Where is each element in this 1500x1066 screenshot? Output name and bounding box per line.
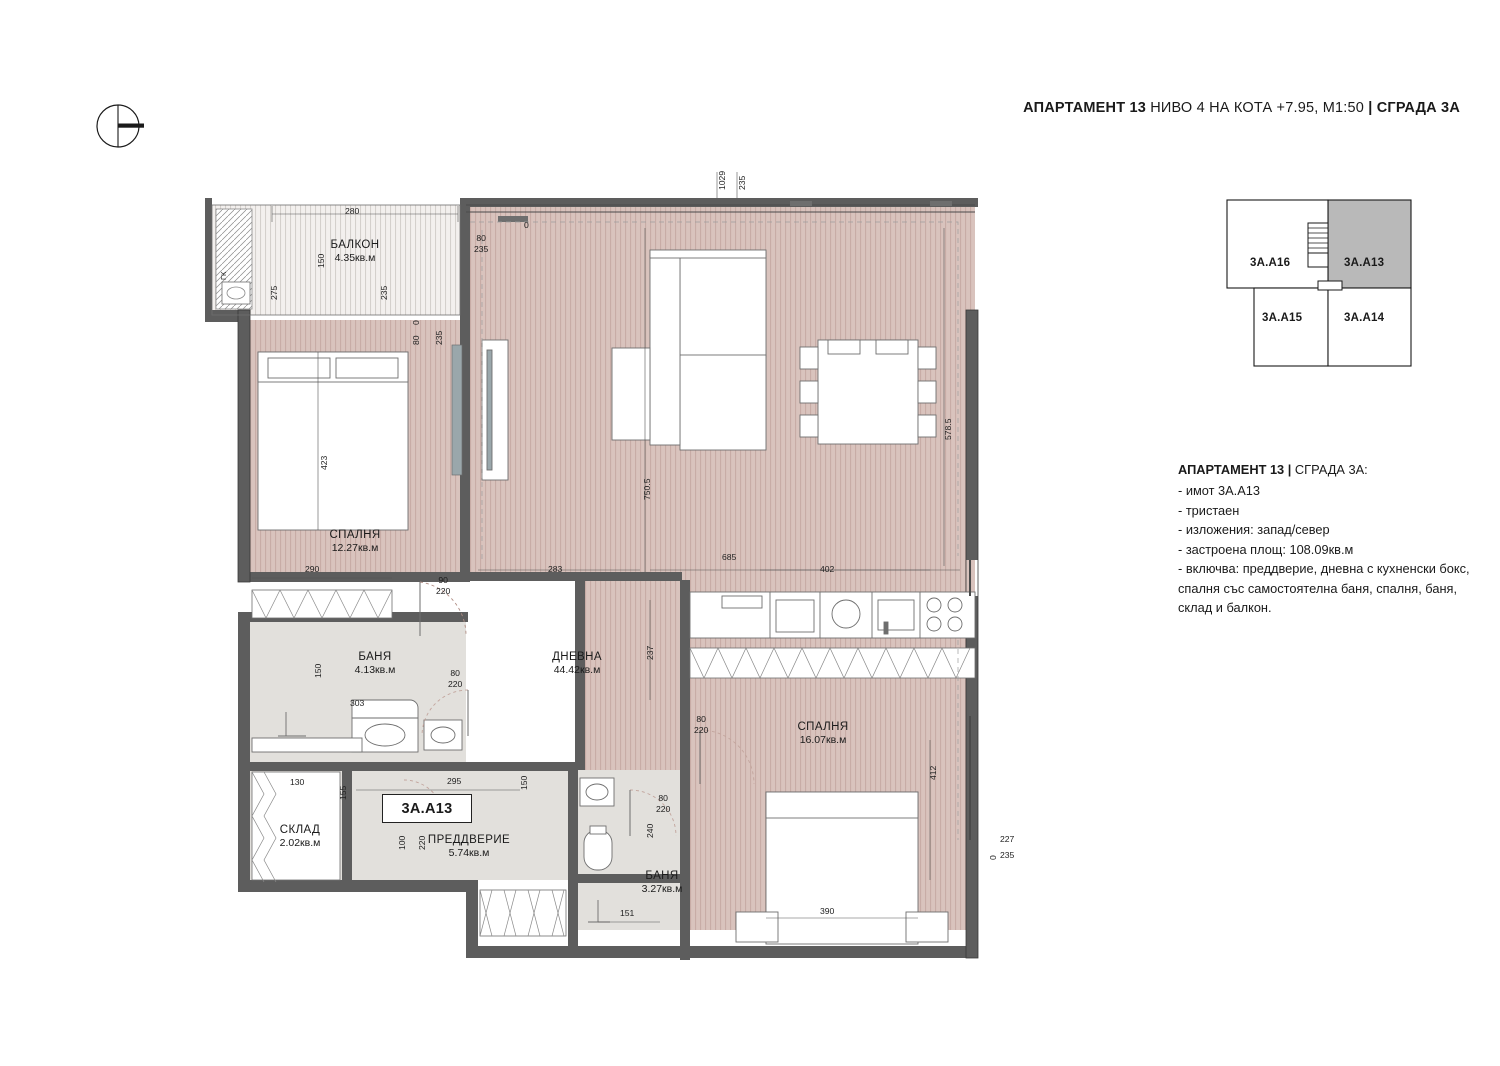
room-bathroom-2 [607,869,717,897]
dim-door-235-a-bottom: 235 [474,243,489,254]
dim-295: 295 [447,776,462,786]
dim-zero-a: 0 [524,220,529,230]
dim-door-80-e-220 [656,793,670,814]
dim-155: 155 [338,785,348,800]
dim-227: 227 [1000,834,1015,844]
dim-100: 100 [397,835,407,850]
dim-door-80-d-220 [694,714,708,735]
info-line-includes: - включва: преддверие, дневна с кухненски бокс, спалня със самостоятелна баня, спалня, баня, склад и балкон. [1178,561,1470,616]
dim-door-90-220 [436,575,450,596]
room-bathroom-1-name: БАНЯ [358,651,392,663]
info-line-exposure: - изложения: запад/север [1178,522,1330,538]
room-bathroom-1 [320,650,430,678]
dim-door-80-c-220 [448,668,462,689]
info-title-building: СГРАДА 3А: [1294,462,1368,477]
dim-283: 283 [548,564,563,574]
dim-door-220-b: 220 [448,678,463,689]
header-level: НИВО 4 НА КОТА +7.95, М1:50 [1150,100,1364,116]
unit-tag: 3А.А13 [382,794,472,823]
dim-balcony-235: 235 [379,285,389,300]
dim-door-235-b: 235 [434,330,444,345]
room-storage-area: 2.02кв.м [279,837,321,850]
header-separator: | [1368,100,1373,116]
dim-door-80-a-top: 80 [476,233,486,243]
dim-living-578: 578.5 [943,418,953,440]
dim-220-e: 220 [417,835,427,850]
dim-door-90: 90 [438,575,448,585]
dim-living-750: 750.5 [642,478,652,500]
dim-237: 237 [645,645,655,660]
label-gk: ГК [219,271,228,280]
room-bedroom-2-area: 16.07кв.м [799,734,847,747]
keyplan-unit-3a-a14: 3А.А14 [1344,312,1385,324]
room-balcony-area: 4.35кв.м [334,252,376,265]
dim-150-b: 150 [519,775,529,790]
room-hall-area: 5.74кв.м [448,847,490,860]
room-storage-name: СКЛАД [279,824,321,836]
dim-151: 151 [620,908,635,918]
room-bedroom-1-name: СПАЛНЯ [329,529,381,541]
dim-bath-150: 150 [313,663,323,678]
dim-bath-303: 303 [350,698,365,708]
dim-130: 130 [290,777,305,787]
info-line-property: - имот 3А.А13 [1178,483,1260,499]
keyplan-unit-3a-a15: 3А.А15 [1262,312,1303,324]
dim-door-220-d: 220 [656,803,671,814]
info-line-type: - тристаен [1178,502,1240,518]
dim-door-80-c: 80 [450,668,460,678]
keyplan-unit-3a-a16: 3А.А16 [1250,257,1291,269]
info-title-apartment: АПАРТАМЕНТ 13 [1178,462,1285,477]
dim-top-1029: 1029 [717,170,727,190]
dim-bed1-290: 290 [305,564,320,574]
dim-balcony-280: 280 [345,206,360,216]
dim-balcony-150: 150 [316,253,326,268]
room-living-area: 44.42кв.м [553,664,601,677]
info-title-separator: | [1287,462,1292,477]
dim-zero-b: 0 [411,320,421,325]
dim-door-80-e: 80 [658,793,668,803]
dim-240: 240 [645,823,655,838]
header-apartment: АПАРТАМЕНТ 13 [1023,100,1147,116]
room-balcony-name: БАЛКОН [330,239,380,251]
room-bathroom-2-name: БАНЯ [645,870,679,882]
dim-402: 402 [820,564,835,574]
room-bedroom-2-name: СПАЛНЯ [797,721,849,733]
dim-door-220-c: 220 [694,724,709,735]
keyplan-unit-3a-a13: 3А.А13 [1344,257,1385,269]
dim-bed1-423: 423 [319,455,329,470]
dim-door-220-a: 220 [436,585,451,596]
dim-235-right: 235 [1000,850,1015,860]
dim-door-80-a [474,233,488,254]
dim-balcony-275: 275 [269,285,279,300]
dim-412: 412 [928,765,938,780]
header-building: СГРАДА 3А [1376,100,1460,116]
room-bedroom-1-area: 12.27кв.м [331,542,379,555]
info-line-area: - застроена площ: 108.09кв.м [1178,541,1354,557]
room-hall-name: ПРЕДДВЕРИЕ [427,834,511,846]
dim-top-235: 235 [737,175,747,190]
dim-zero-right: 0 [988,855,998,860]
room-storage [245,823,355,851]
room-bedroom-2 [768,720,878,748]
dim-door-80-b: 80 [411,335,421,345]
room-bedroom-1 [300,528,410,556]
room-bathroom-2-area: 3.27кв.м [641,883,683,896]
room-living-name: ДНЕВНА [552,651,602,663]
dim-390: 390 [820,906,835,916]
dim-685: 685 [722,552,737,562]
room-living [522,650,632,678]
dim-door-80-d: 80 [696,714,706,724]
room-bathroom-1-area: 4.13кв.м [354,664,396,677]
